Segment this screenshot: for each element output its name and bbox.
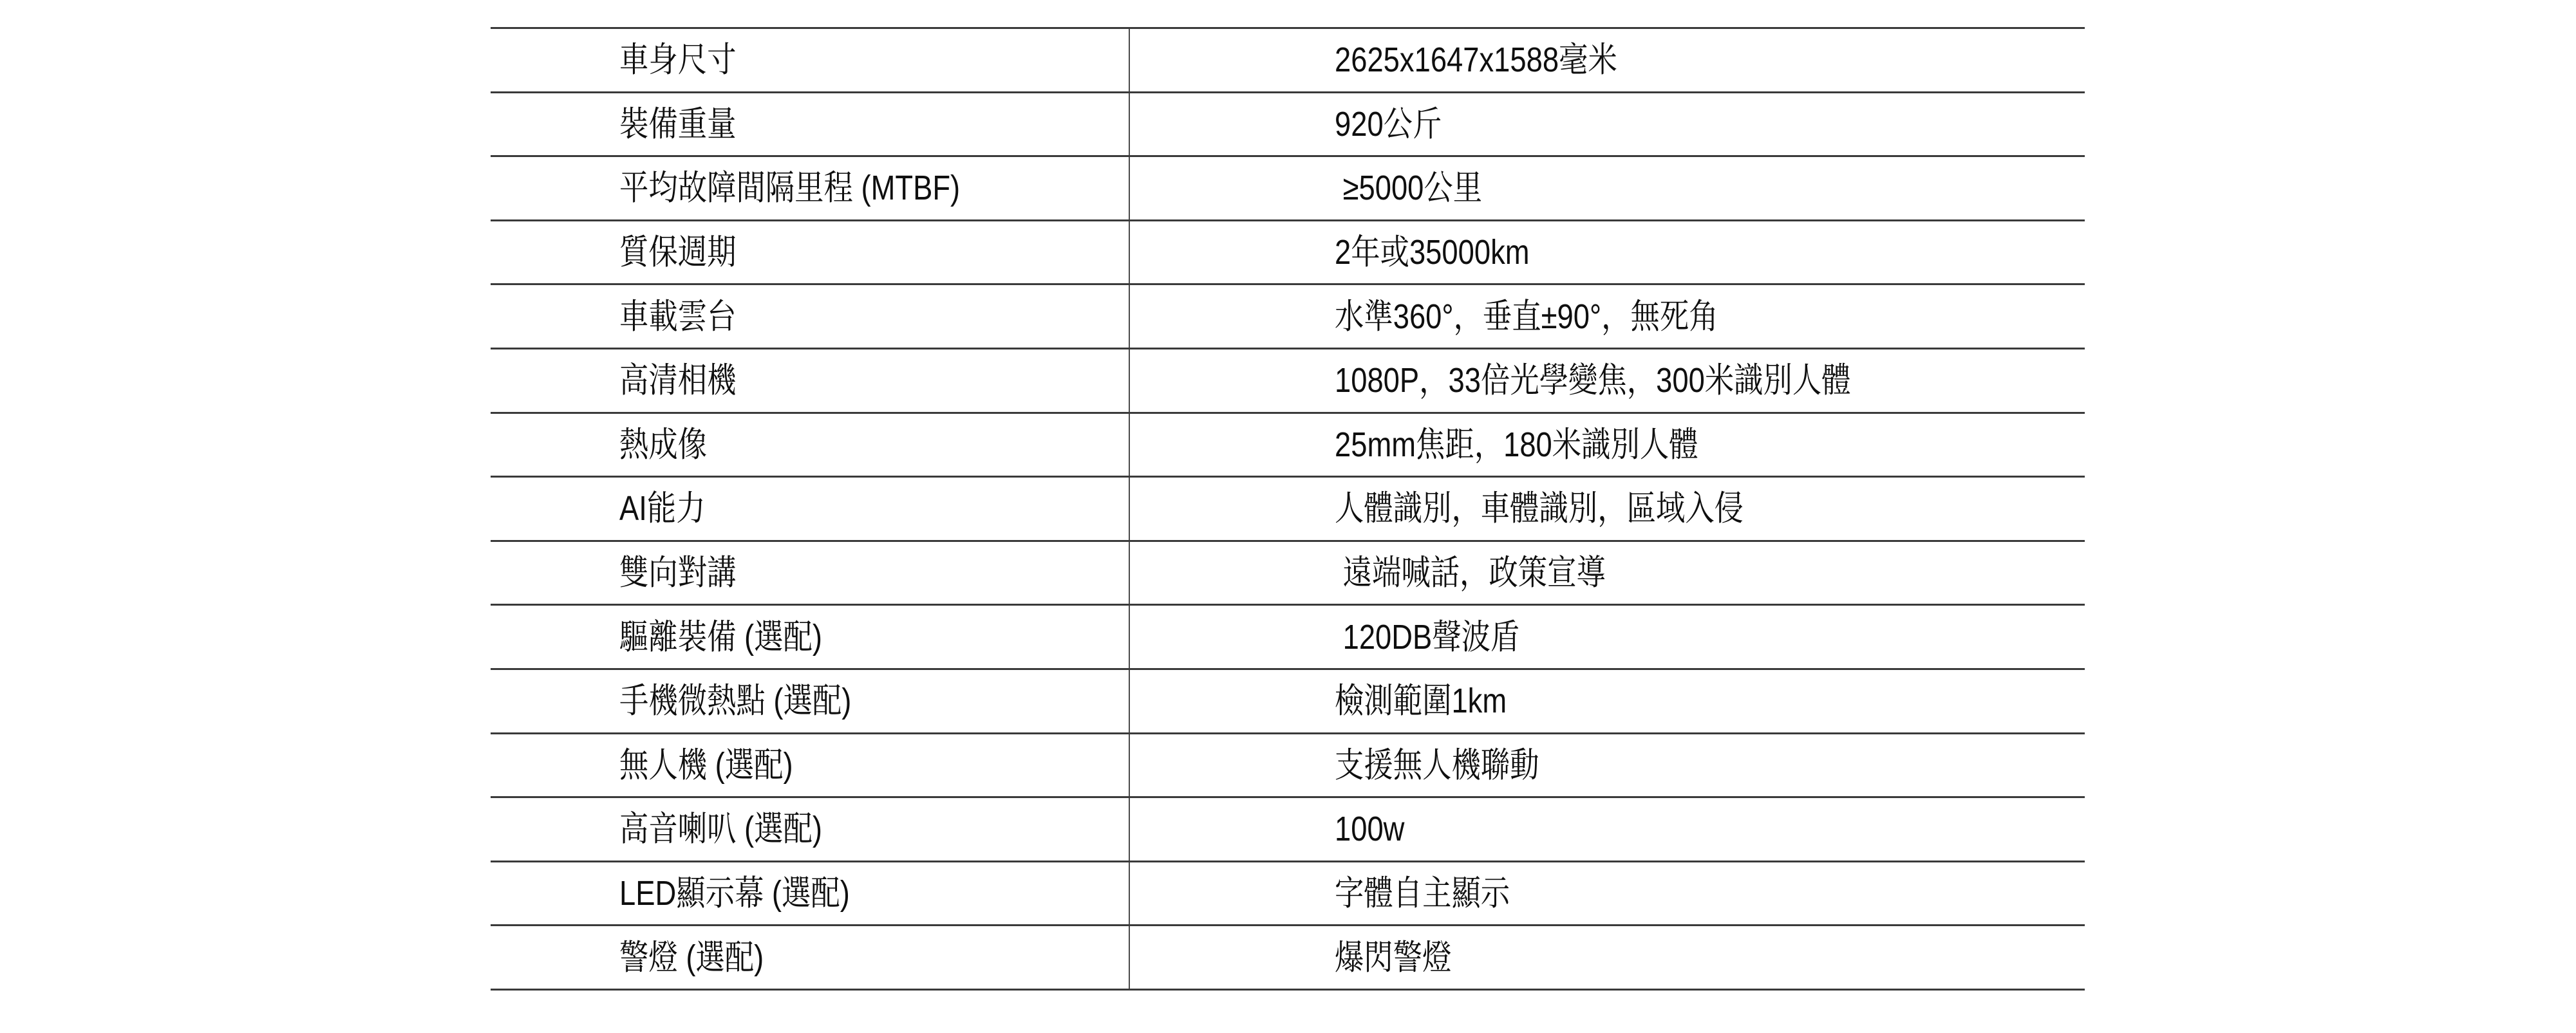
spec-value: 水準360°，垂直±90°，無死角 [1335, 297, 1718, 336]
spec-label: 無人機 (選配) [619, 745, 793, 785]
spec-value-cell [1130, 670, 2085, 732]
spec-value-cell [1130, 734, 2085, 797]
spec-row [491, 862, 2085, 927]
spec-label-cell [491, 670, 1130, 732]
spec-label-cell [491, 221, 1130, 284]
spec-label: 質保週期 [619, 233, 737, 272]
spec-label: 高音喇叭 (選配) [619, 810, 822, 849]
spec-value: 920公斤 [1335, 104, 1442, 144]
spec-label: 警燈 (選配) [619, 938, 764, 977]
spec-value: 支援無人機聯動 [1335, 745, 1539, 785]
spec-value-cell [1130, 349, 2085, 412]
spec-value: ≥5000公里 [1335, 169, 1483, 208]
spec-label: LED顯示幕 (選配) [619, 874, 850, 913]
spec-label-cell [491, 478, 1130, 540]
spec-label: 雙向對講 [619, 554, 737, 593]
spec-label: 車載雲台 [619, 297, 737, 336]
spec-label: 手機微熱點 (選配) [619, 682, 852, 721]
spec-label: 驅離裝備 (選配) [619, 617, 822, 656]
spec-value: 120DB聲波盾 [1335, 617, 1520, 656]
spec-label: 車身尺寸 [619, 41, 737, 80]
spec-label-cell [491, 926, 1130, 989]
spec-row [491, 221, 2085, 286]
spec-value-cell [1130, 221, 2085, 284]
spec-label-cell [491, 414, 1130, 476]
spec-row [491, 670, 2085, 734]
spec-value-cell [1130, 478, 2085, 540]
spec-value-cell [1130, 798, 2085, 861]
spec-row [491, 157, 2085, 221]
spec-value: 1080P，33倍光學變焦，300米識別人體 [1335, 361, 1851, 400]
spec-value-cell [1130, 542, 2085, 604]
spec-value-cell [1130, 93, 2085, 156]
spec-label-cell [491, 29, 1130, 91]
spec-label: AI能力 [619, 489, 706, 528]
spec-value: 25mm焦距，180米識別人體 [1335, 425, 1698, 464]
spec-label: 熱成像 [619, 425, 708, 464]
spec-row [491, 798, 2085, 862]
spec-label-cell [491, 93, 1130, 156]
spec-label: 裝備重量 [619, 104, 737, 144]
spec-value-cell [1130, 606, 2085, 668]
spec-value-cell [1130, 29, 2085, 91]
spec-table [491, 27, 2085, 991]
spec-value: 遠端喊話，政策宣導 [1335, 554, 1606, 593]
spec-row [491, 285, 2085, 349]
spec-label-cell [491, 862, 1130, 925]
spec-label: 平均故障間隔里程 (MTBF) [619, 169, 961, 208]
spec-label: 高清相機 [619, 361, 737, 400]
spec-value-cell [1130, 285, 2085, 348]
spec-value: 字體自主顯示 [1335, 874, 1510, 913]
spec-label-cell [491, 606, 1130, 668]
spec-row [491, 542, 2085, 606]
spec-row [491, 734, 2085, 799]
spec-row [491, 478, 2085, 542]
spec-row [491, 93, 2085, 158]
spec-label-cell [491, 798, 1130, 861]
spec-row [491, 926, 2085, 991]
spec-row [491, 349, 2085, 414]
spec-value: 爆閃警燈 [1335, 938, 1452, 977]
spec-label-cell [491, 157, 1130, 219]
spec-label-cell [491, 734, 1130, 797]
spec-row [491, 414, 2085, 478]
spec-value-cell [1130, 926, 2085, 989]
spec-label-cell [491, 542, 1130, 604]
spec-value: 2625x1647x1588毫米 [1335, 41, 1617, 80]
spec-value: 100w [1335, 810, 1405, 849]
spec-label-cell [491, 285, 1130, 348]
spec-value-cell [1130, 862, 2085, 925]
spec-label-cell [491, 349, 1130, 412]
spec-row [491, 606, 2085, 670]
spec-value-cell [1130, 414, 2085, 476]
spec-value: 人體識別，車體識別，區域入侵 [1335, 489, 1744, 528]
spec-value: 2年或35000km [1335, 233, 1530, 272]
spec-value: 檢測範圍1km [1335, 682, 1507, 721]
spec-row [491, 29, 2085, 93]
spec-value-cell [1130, 157, 2085, 219]
